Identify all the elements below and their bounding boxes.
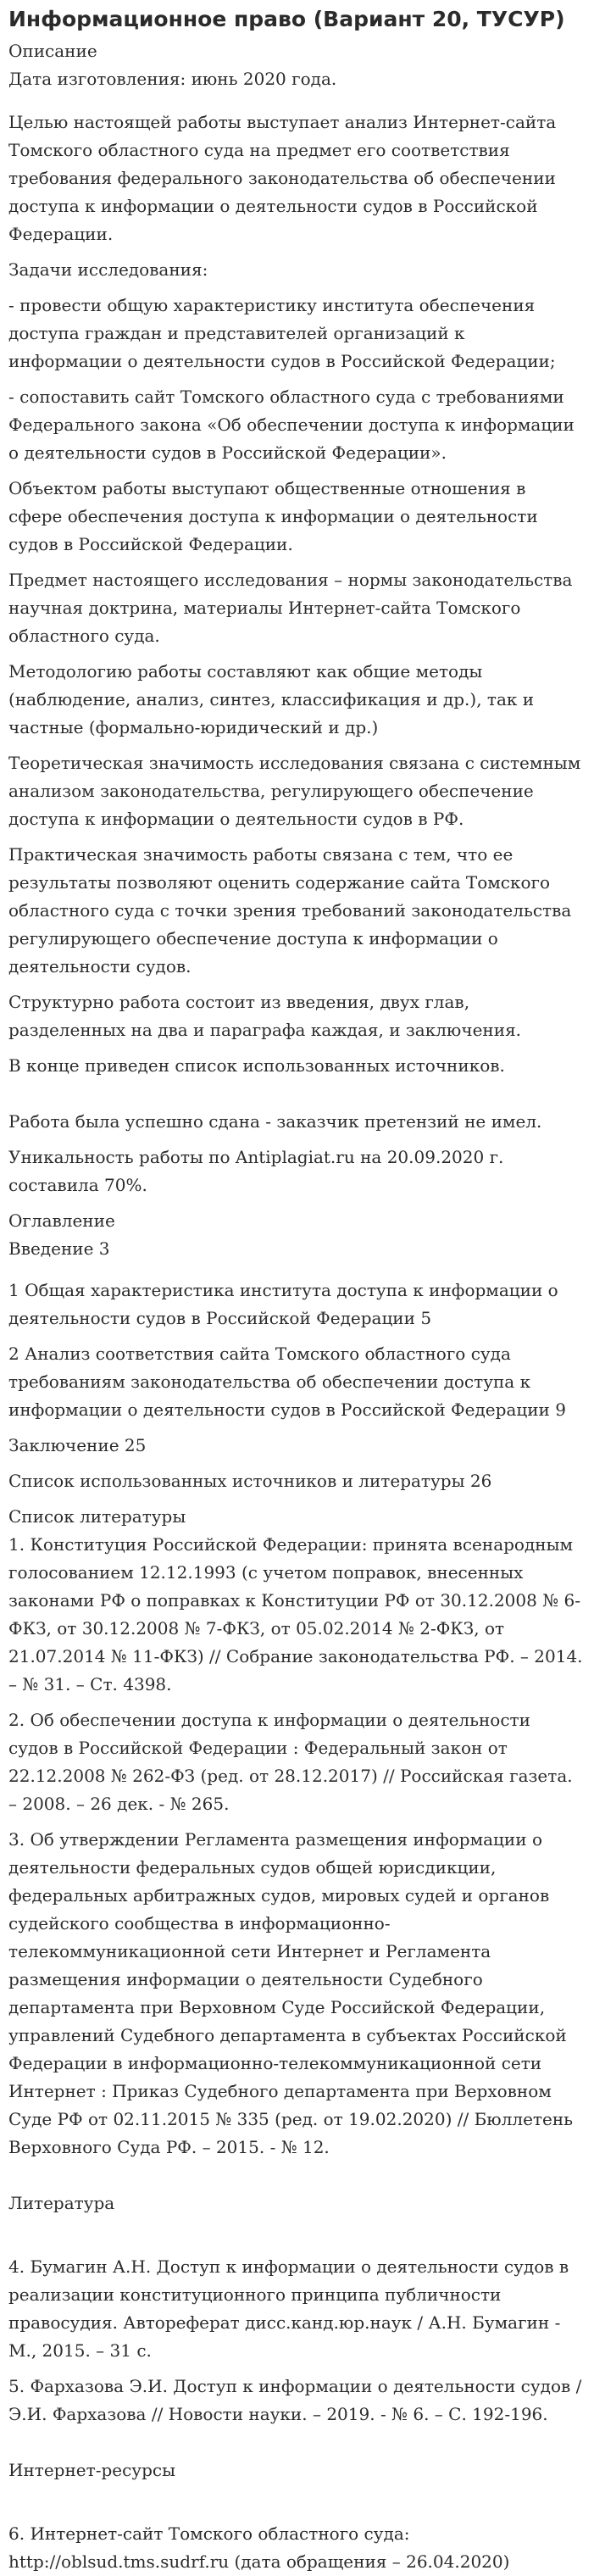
page-title: Информационное право (Вариант 20, ТУСУР) (8, 7, 565, 31)
paragraph-structure: Структурно работа состоит из введения, двух глав, разделенных на два и параграфа каждая, и заключения. (8, 992, 522, 1040)
paragraph-object: Объектом работы выступают общественные отношения в сфере обеспечения доступа к информации о деятельности судов в Российской Федерации. (8, 478, 538, 554)
production-date: Дата изготовления: июнь 2020 года. (8, 69, 337, 89)
reference-item: 6. Интернет-сайт Томского областного суда: http://oblsud.tms.sudrf.ru (дата обращения – 26.04.2020) (8, 2523, 510, 2572)
references-heading: Список литературы (8, 1506, 186, 1527)
reference-item: 4. Бумагин А.Н. Доступ к информации о деятельности судов в реализации конституционного принципа публичности правосудия. Автореферат дисс.канд.юр.наук / А.Н. Бумагин - М., 2015. – 31 с. (8, 2256, 569, 2361)
internet-resources-heading: Интернет-ресурсы (8, 2460, 175, 2480)
reference-item: 2. Об обеспечении доступа к информации о деятельности судов в Российской Федерации : Федеральный закон от 22.12.2008 № 262-ФЗ (ред. от 28.12.2017) // Российская газета. – 2008. – 26 дек. - № 265. (8, 1710, 573, 1814)
toc-item: 2 Анализ соответствия сайта Томского областного суда требованиям законодательства об обеспечении доступа к информации о деятельности судов в Российской Федерации 9 (8, 1344, 566, 1420)
paragraph-task-1: - провести общую характеристику института обеспечения доступа граждан и представителей организаций к информации о деятельности судов в Российской Федерации; (8, 295, 556, 371)
reference-item: 1. Конституция Российской Федерации: принята всенародным голосованием 12.12.1993 (с учетом поправок, внесенных законами РФ о поправках к Конституции РФ от 30.12.2008 № 6-ФКЗ, от 30.12.2008 № 7-ФКЗ, от 05.02.2014 № 2-ФКЗ, от 21.07.2014 № 11-ФКЗ) // Собрание законодательства РФ. – 2014. – № 31. – Ст. 4398. (8, 1534, 583, 1694)
paragraph-goal: Целью настоящей работы выступает анализ Интернет-сайта Томского областного суда на предмет его соответствия требования федерального законодательства об обеспечении доступа к информации о деятельности судов в Российской Федерации. (8, 112, 557, 244)
toc-heading: Оглавление (8, 1210, 115, 1231)
literature-heading: Литература (8, 2193, 115, 2213)
description-heading: Описание (8, 41, 97, 61)
section-toc (8, 1207, 584, 1495)
reference-item: 3. Об утверждении Регламента размещения информации о деятельности федеральных судов общей юрисдикции, федеральных арбитражных судов, мировых судей и органов судейского сообщества в информационно-телекоммуникационной сети Интернет и Регламента размещения информации о деятельности Судебного департамента при Верховном Суде Российской Федерации, управлений Судебного департамента в субъектах Российской Федерации в информационно-телекоммуникационной сети Интернет : Приказ Судебного департамента при Верховном Суде РФ от 02.11.2015 № 335 (ред. от 19.02.2020) // Бюллетень Верховного Суда РФ. – 2015. - № 12. (8, 1829, 574, 2157)
toc-item: Заключение 25 (8, 1435, 147, 1455)
paragraph-task-2: - сопоставить сайт Томского областного суда с требованиями Федерального закона «Об обеспечении доступа к информации о деятельности судов в Российской Федерации». (8, 387, 575, 463)
paragraph-theoretical: Теоретическая значимость исследования связана с системным анализом законодательства, регулирующего обеспечение доступа к информации о деятельности судов в РФ. (8, 753, 581, 829)
uniqueness-note: Уникальность работы по Antiplagiat.ru на 20.09.2020 г. составила 70%. (8, 1147, 504, 1195)
reference-item: 5. Фархазова Э.И. Доступ к информации о деятельности судов / Э.И. Фархазова // Новости науки. – 2019. - № 6. – С. 192-196. (8, 2376, 582, 2424)
section-references (8, 1503, 584, 2576)
paragraph-tasks-heading: Задачи исследования: (8, 259, 208, 280)
section-description (8, 37, 584, 1199)
paragraph-practical: Практическая значимость работы связана с тем, что ее результаты позволяют оценить содержание сайта Томского областного суда с точки зрения требований законодательства регулирующего обеспечение доступа к информации о деятельности судов. (8, 844, 572, 976)
toc-item: Введение 3 (8, 1238, 110, 1259)
paragraph-methodology: Методологию работы составляют как общие методы (наблюдение, анализ, синтез, классификация и др.), так и частные (формально-юридический и др.) (8, 661, 535, 737)
paragraph-sources-note: В конце приведен список использованных источников. (8, 1055, 505, 1076)
toc-item: 1 Общая характеристика института доступа к информации о деятельности судов в Российской Федерации 5 (8, 1280, 558, 1328)
success-note: Работа была успешно сдана - заказчик претензий не имел. (8, 1111, 542, 1132)
paragraph-subject: Предмет настоящего исследования – нормы законодательства научная доктрина, материалы Интернет-сайта Томского областного суда. (8, 570, 573, 646)
toc-item: Список использованных источников и литературы 26 (8, 1471, 492, 1491)
